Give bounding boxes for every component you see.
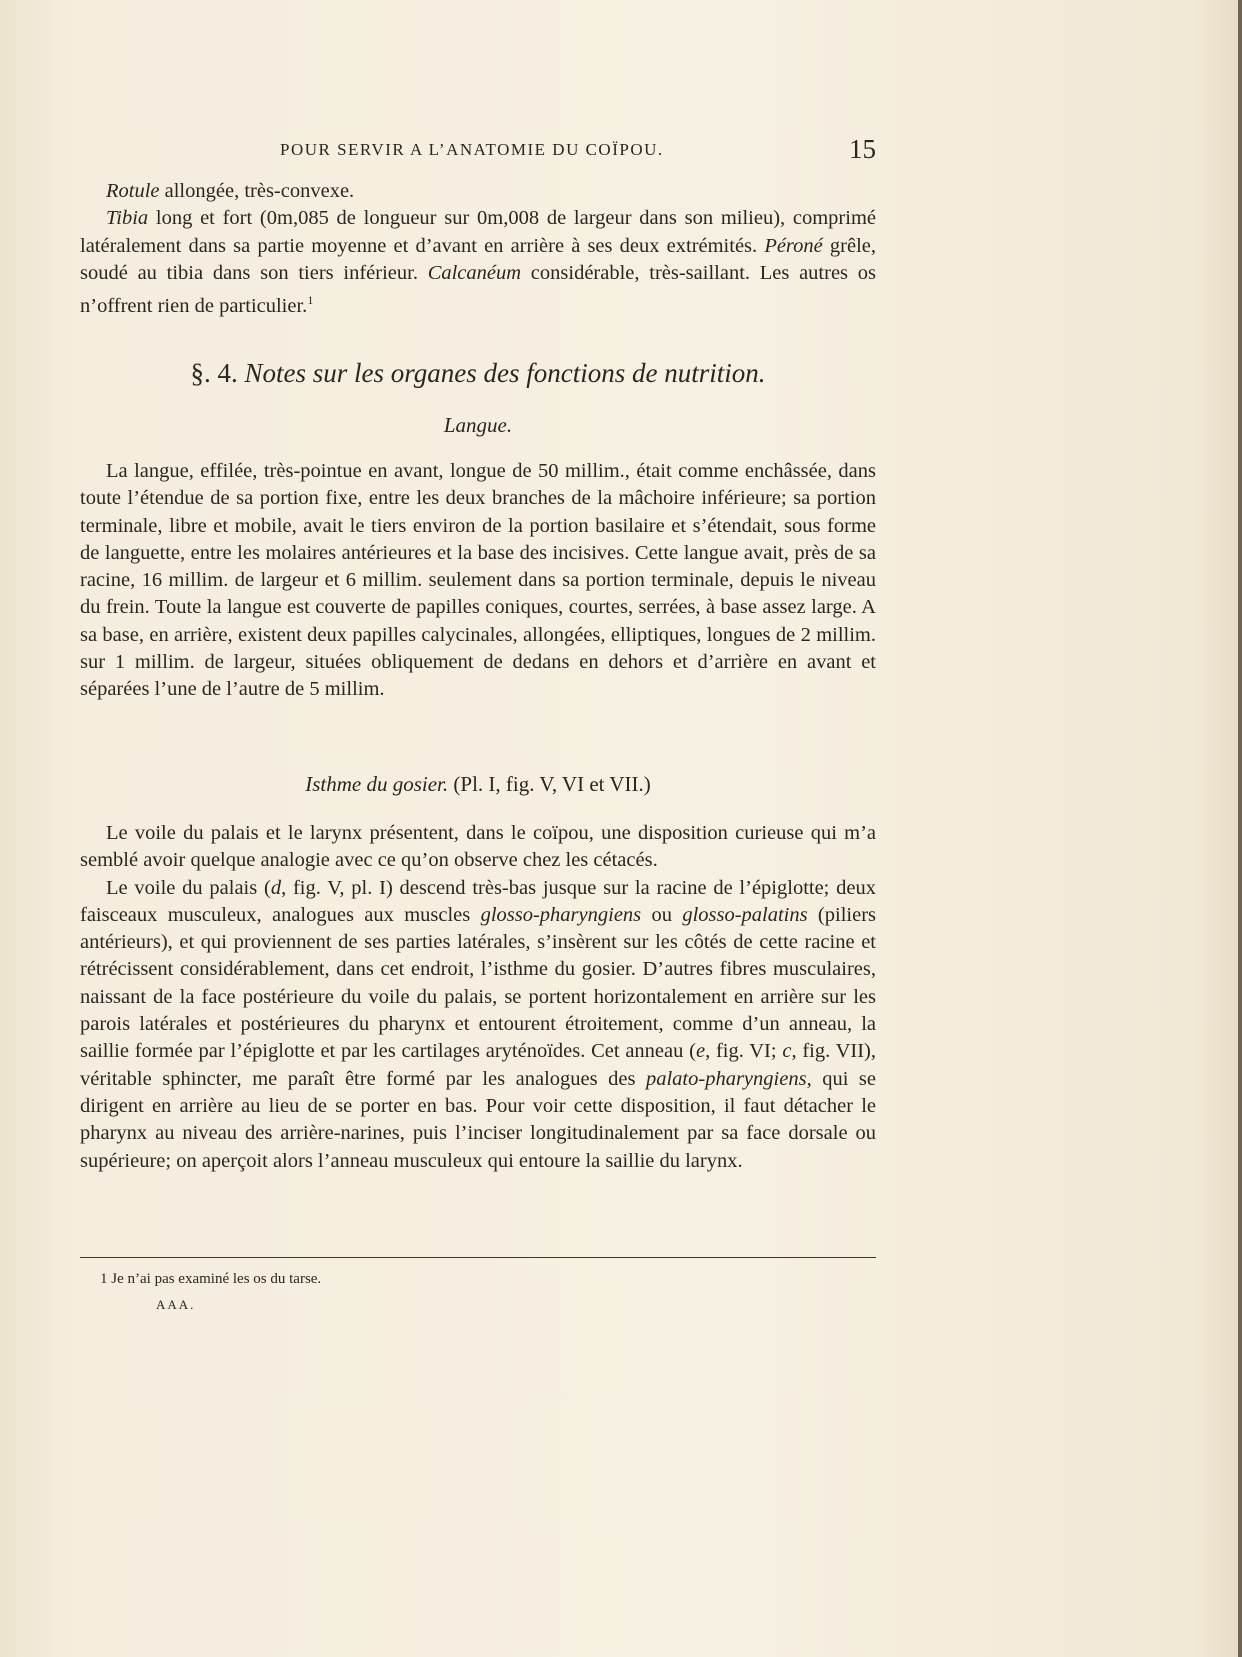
footnote-rule (80, 1257, 876, 1258)
p2-seg: , qui se dirigent en arrière au lieu de se porter en bas. Pour voir cette disposition, il faut détacher le pharynx au niveau des arrière-narines, puis l’inciser longitudinalement par sa face dorsale ou supérieure; on aperçoit alors l’anneau musculeux qui entoure la saillie du larynx. (80, 1067, 876, 1172)
p2-letter-e: e (695, 1040, 706, 1063)
isthme-text (80, 820, 876, 1175)
calcaneum-term: Calcanéum (427, 261, 522, 284)
p2-seg: Le voile du palais ( (106, 876, 271, 899)
page-number: 15 (849, 134, 876, 164)
p2-letter-d: d (270, 876, 282, 899)
tibia-paragraph (80, 205, 876, 320)
p2-seg: (piliers antérieurs), et qui proviennent de ses parties latérales, s’insèrent sur les côtés de cette racine et rétrécissent considérablement, dans cet endroit, l’isthme du gosier. D’autres fibres musculaires, naissant de la face postérieure du voile du palais, se portent horizontalement en arrière sur les parois latérales et postérieures du pharynx et entourent étroitement, comme d’un anneau, la saillie formée par l’épiglotte et par les cartilages aryténoïdes. Cet anneau ( (80, 903, 877, 1063)
p2-seg: ou (641, 903, 683, 926)
isthme-heading-ref: (Pl. I, fig. V, VI et VII.) (448, 772, 651, 796)
langue-heading: Langue. (443, 413, 513, 437)
page-header (80, 136, 880, 172)
rotule-text: allongée, très-convexe. (159, 180, 355, 202)
p2-letter-c: c (782, 1040, 792, 1063)
term-palato-pharyngiens: palato-pharyngiens (645, 1067, 807, 1090)
section-mark: §. 4. (190, 358, 238, 388)
calcaneum-text: considérable, très-saillant. Les autres os n’offrent rien de particulier. (80, 261, 876, 318)
isthme-heading-title: Isthme du gosier. (305, 772, 449, 796)
langue-paragraph: La langue, effilée, très-pointue en avant, longue de 50 millim., était comme enchâssée, dans toute l’étendue de sa portion fixe, entre les deux branches de la mâchoire inférieure; sa portion terminale, libre et mobile, avait le tiers environ de la portion basilaire et s’étendait, sous forme de languette, entre les molaires antérieures et la base des incisives. Cette langue avait, près de sa racine, 16 millim. de largeur et 6 millim. seulement dans sa portion terminale, depuis le niveau du frein. Toute la langue est couverte de papilles coniques, courtes, serrées, à base assez large. A sa base, en arrière, existent deux papilles calycinales, allongées, elliptiques, longues de 2 millim. sur 1 millim. de largeur, situées obliquement de dedans en dehors et d’arrière en avant et séparées l’une de l’autre de 5 millim. (80, 460, 876, 701)
p2-seg: , fig. V, pl. I) descend très-bas jusque sur la racine de l’épiglotte; deux faisceaux musculeux, analogues aux muscles (80, 876, 876, 926)
perone-term: Péroné (764, 234, 823, 257)
term-glosso-pharyngiens: glosso-pharyngiens (480, 903, 642, 926)
perone-text: grêle, soudé au tibia dans son tiers inférieur. (80, 234, 876, 284)
section-heading (80, 358, 876, 389)
footnote-mark: 1 (307, 293, 314, 308)
p2-seg: , fig. VII), véritable sphincter, me paraît être formé par les analogues des (80, 1040, 877, 1090)
isthme-paragraph-1: Le voile du palais et le larynx présentent, dans le coïpou, une disposition curieuse qui m’a semblé avoir quelque analogie avec ce qu’on observe chez les cétacés. (80, 822, 876, 872)
langue-text (80, 458, 876, 704)
tibia-term: Tibia (106, 207, 149, 230)
isthme-heading (80, 772, 876, 797)
intro-text (80, 178, 876, 320)
term-glosso-palatins: glosso-palatins (682, 903, 808, 926)
signature-mark: AAA. (156, 1297, 196, 1312)
isthme-paragraph-2 (80, 875, 876, 1175)
rotule-paragraph (80, 178, 876, 205)
footnote: 1 Je n’ai pas examiné les os du tarse. (100, 1271, 322, 1287)
section-title: Notes sur les organes des fonctions de nutrition. (244, 358, 766, 388)
p2-seg: , fig. VI; (705, 1040, 783, 1063)
tibia-text: long et fort (0m,085 de longueur sur 0m,008 de largeur dans son milieu), comprimé latéralement dans sa partie moyenne et d’avant en arrière à ses deux extrémités. (80, 207, 876, 257)
running-title: POUR SERVIR A L’ANATOMIE DU COÏPOU. (280, 140, 664, 159)
rotule-term: Rotule (106, 180, 160, 202)
page-edge (1238, 0, 1242, 1657)
